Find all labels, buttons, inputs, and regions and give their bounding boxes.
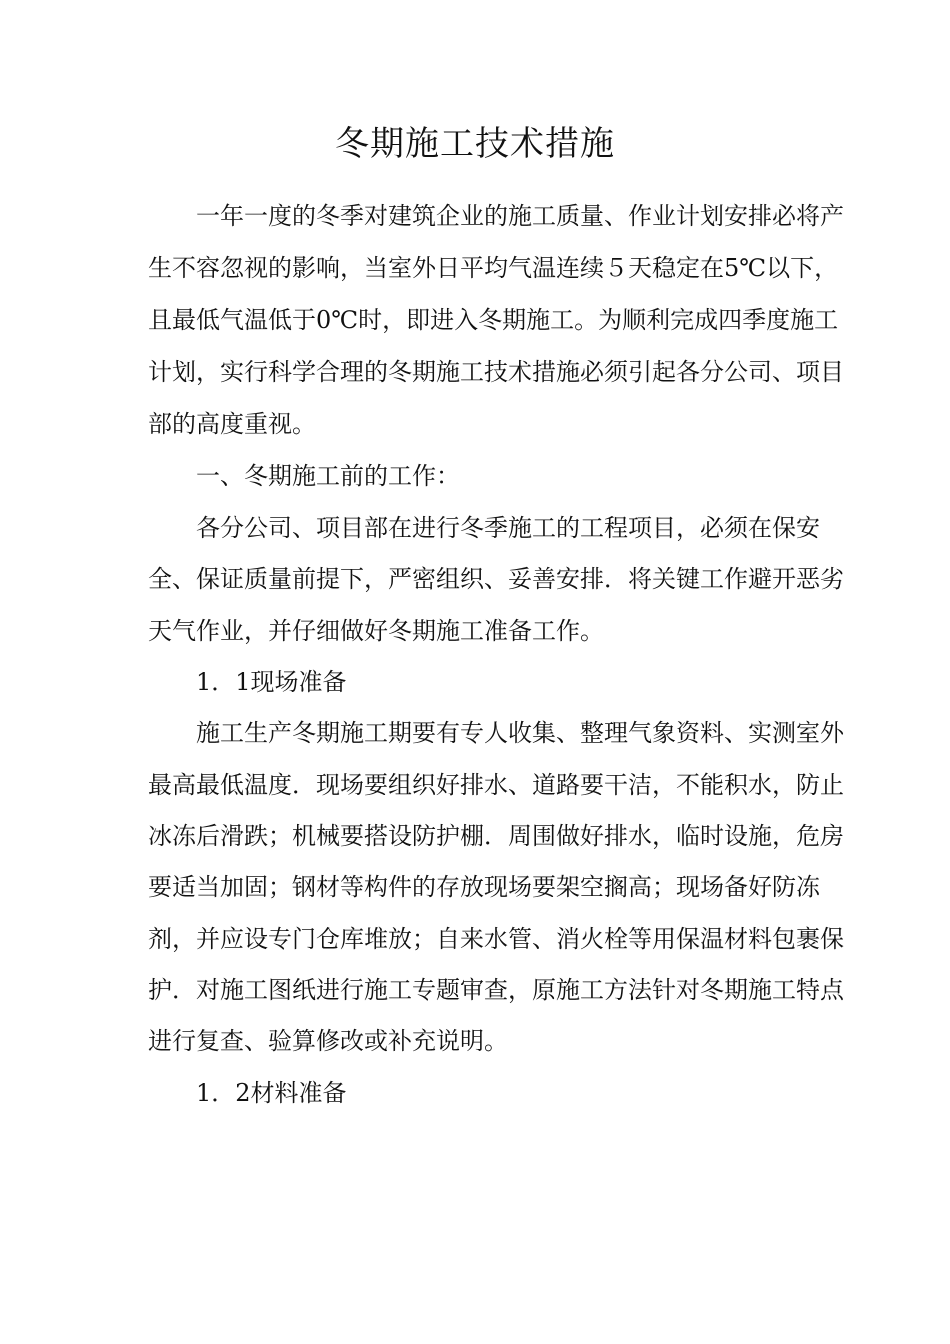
text-line: 计划，实行科学合理的冬期施工技术措施必须引起各分公司、项目 bbox=[148, 358, 844, 386]
text-line: 部的高度重视。 bbox=[148, 410, 316, 438]
section-heading: 一、冬期施工前的工作： bbox=[196, 462, 460, 490]
text-line: 最高最低温度．现场要组织好排水、道路要干洁，不能积水，防止 bbox=[148, 771, 844, 799]
text-line: 且最低气温低于0℃时，即进入冬期施工。为顺利完成四季度施工 bbox=[148, 306, 839, 334]
text-line: 一年一度的冬季对建筑企业的施工质量、作业计划安排必将产 bbox=[196, 202, 844, 230]
subsection-heading: 1．1现场准备 bbox=[196, 668, 347, 696]
text-line: 天气作业，并仔细做好冬期施工准备工作。 bbox=[148, 617, 604, 645]
text-line: 要适当加固；钢材等构件的存放现场要架空搁高；现场备好防冻 bbox=[148, 873, 820, 901]
text-line: 全、保证质量前提下，严密组织、妥善安排．将关键工作避开恶劣 bbox=[148, 565, 844, 593]
text-line: 冰冻后滑跌；机械要搭设防护棚．周围做好排水，临时设施，危房 bbox=[148, 822, 844, 850]
page-title: 冬期施工技术措施 bbox=[335, 124, 615, 164]
text-line: 生不容忽视的影响，当室外日平均气温连续５天稳定在5℃以下， bbox=[148, 254, 839, 282]
subsection-heading: 1．2材料准备 bbox=[196, 1079, 347, 1107]
text-line: 剂，并应设专门仓库堆放；自来水管、消火栓等用保温材料包裹保 bbox=[148, 925, 844, 953]
text-line: 施工生产冬期施工期要有专人收集、整理气象资料、实测室外 bbox=[196, 719, 844, 747]
text-line: 进行复查、验算修改或补充说明。 bbox=[148, 1027, 508, 1055]
text-line: 护．对施工图纸进行施工专题审查，原施工方法针对冬期施工特点 bbox=[148, 976, 844, 1004]
text-line: 各分公司、项目部在进行冬季施工的工程项目，必须在保安 bbox=[196, 514, 820, 542]
